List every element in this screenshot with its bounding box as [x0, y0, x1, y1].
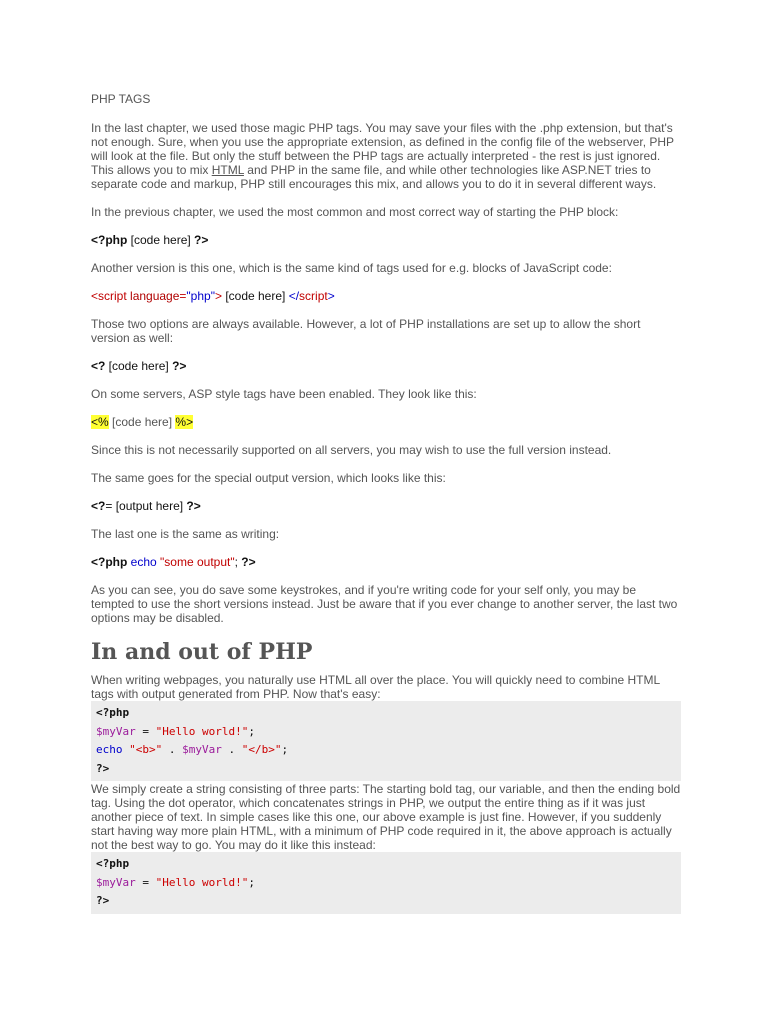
- document-page: [91, 92, 681, 914]
- output-close-tag: ?>: [186, 499, 201, 513]
- paragraph-same-as: The last one is the same as writing:: [91, 527, 280, 541]
- script-open-tag: <script: [91, 289, 127, 303]
- script-attr-value: "php": [186, 289, 215, 303]
- echo-string: "some output": [160, 555, 235, 569]
- code-line: [96, 874, 675, 893]
- php-open-tag: <?php: [96, 857, 130, 870]
- example-output-tags: [91, 499, 681, 513]
- output-open-tag: <?: [91, 499, 106, 513]
- intro-text-a: In the last chapter, we used those magic PHP tags. You may save your files with the .php extension, but that's not enough. Sure, when you use the appropriate extension, as defined in the config file of the webserver, PHP will look at the file. But only the stuff between the PHP tags are actually interpreted - the rest is just ignored. This allows you to mix: [91, 121, 674, 177]
- script-attr-name: language: [126, 289, 180, 303]
- code-string: "</b>": [241, 743, 282, 756]
- script-open-gt: >: [214, 289, 222, 303]
- paragraph-asp-tags: On some servers, ASP style tags have been enabled. They look like this:: [91, 387, 477, 401]
- code-line: [96, 723, 675, 742]
- code-semicolon: ;: [248, 724, 255, 738]
- php-open-tag: <?php: [91, 233, 128, 247]
- code-line: [96, 760, 675, 779]
- code-operator: .: [221, 743, 242, 756]
- intro-text-b: and PHP in the same file, and while other technologies like ASP.NET tries to separate code and markup, PHP still encourages this mix, and allows you to do it in several different ways.: [91, 163, 657, 191]
- code-string: "<b>": [129, 743, 163, 756]
- code-line: [96, 741, 675, 760]
- asp-close-tag: %>: [175, 415, 194, 429]
- html-link[interactable]: HTML: [211, 163, 244, 177]
- php-close-tag: ?>: [96, 761, 110, 775]
- intro-paragraph: [91, 121, 681, 191]
- paragraph-webpages: When writing webpages, you naturally use HTML all over the place. You will quickly need to combine HTML tags with output generated from PHP. Now that's easy:: [91, 673, 660, 701]
- code-line: [96, 892, 675, 911]
- code-semicolon: ;: [281, 743, 289, 756]
- paragraph-three-parts: We simply create a string consisting of three parts: The starting bold tag, our variable, and then the ending bold tag. Using the dot operator, which concatenates strings in PHP, we output the entire thing as if it was just another piece of text. In simple cases like this one, our above example is just fine. However, if you suddenly start having way more plain HTML, with a minimum of PHP code required in it, the above approach is actually not the best way to go. You may do it like this instead:: [91, 782, 681, 852]
- code-placeholder: [code here]: [105, 359, 173, 373]
- code-placeholder: [code here]: [221, 289, 289, 303]
- code-keyword: echo: [96, 743, 123, 756]
- script-attr-eq: =: [179, 289, 187, 303]
- paragraph-full-version: Since this is not necessarily supported on all servers, you may wish to use the full version instead.: [91, 443, 612, 457]
- code-operator: .: [162, 743, 183, 756]
- code-block-hello-world: [91, 852, 681, 914]
- short-close-tag: ?>: [172, 359, 187, 373]
- output-equals: =: [105, 499, 113, 513]
- code-string: "Hello world!": [155, 875, 249, 889]
- code-variable: $myVar: [182, 743, 222, 756]
- asp-open-tag: <%: [91, 415, 109, 429]
- paragraph-keystrokes: As you can see, you do save some keystrokes, and if you're writing code for your self only, you may be tempted to use the short versions instead. Just be aware that if you ever change to another server, the last two options may be disabled.: [91, 583, 678, 625]
- example-asp-tags: [91, 415, 681, 429]
- paragraph-short-version: Those two options are always available. However, a lot of PHP installations are set up to allow the short version as well:: [91, 317, 641, 345]
- script-close-lt: </: [288, 289, 300, 303]
- example-script-tags: [91, 289, 681, 303]
- code-operator: =: [135, 875, 156, 889]
- code-placeholder: [code here]: [108, 415, 176, 429]
- code-variable: $myVar: [96, 724, 136, 738]
- code-operator: =: [135, 724, 156, 738]
- paragraph-script-version: Another version is this one, which is the same kind of tags used for e.g. blocks of JavaScript code:: [91, 261, 612, 275]
- paragraph-common-way: In the previous chapter, we used the most common and most correct way of starting the PHP block:: [91, 205, 619, 219]
- php-open-tag: <?php: [91, 555, 128, 569]
- section-heading: In and out of PHP: [91, 639, 313, 665]
- example-full-php-tags: [91, 233, 681, 247]
- code-semicolon: ;: [248, 875, 255, 889]
- script-close-name: script: [299, 289, 328, 303]
- paragraph-output-version: The same goes for the special output version, which looks like this:: [91, 471, 446, 485]
- semicolon: ;: [234, 555, 242, 569]
- php-close-tag: ?>: [241, 555, 256, 569]
- short-open-tag: <?: [91, 359, 106, 373]
- script-close-gt: >: [327, 289, 335, 303]
- code-line: [96, 855, 675, 874]
- code-placeholder: [code here]: [127, 233, 195, 247]
- php-close-tag: ?>: [96, 894, 110, 907]
- code-string: "Hello world!": [155, 724, 249, 738]
- example-echo: [91, 555, 681, 569]
- code-line: [96, 704, 675, 723]
- php-close-tag: ?>: [194, 233, 209, 247]
- code-variable: $myVar: [96, 875, 136, 889]
- example-short-tags: [91, 359, 681, 373]
- echo-keyword: echo: [127, 555, 161, 569]
- page-title: PHP TAGS: [91, 92, 151, 106]
- code-block-echo-bold: [91, 701, 681, 781]
- output-placeholder: [output here]: [112, 499, 187, 513]
- php-open-tag: <?php: [96, 706, 130, 719]
